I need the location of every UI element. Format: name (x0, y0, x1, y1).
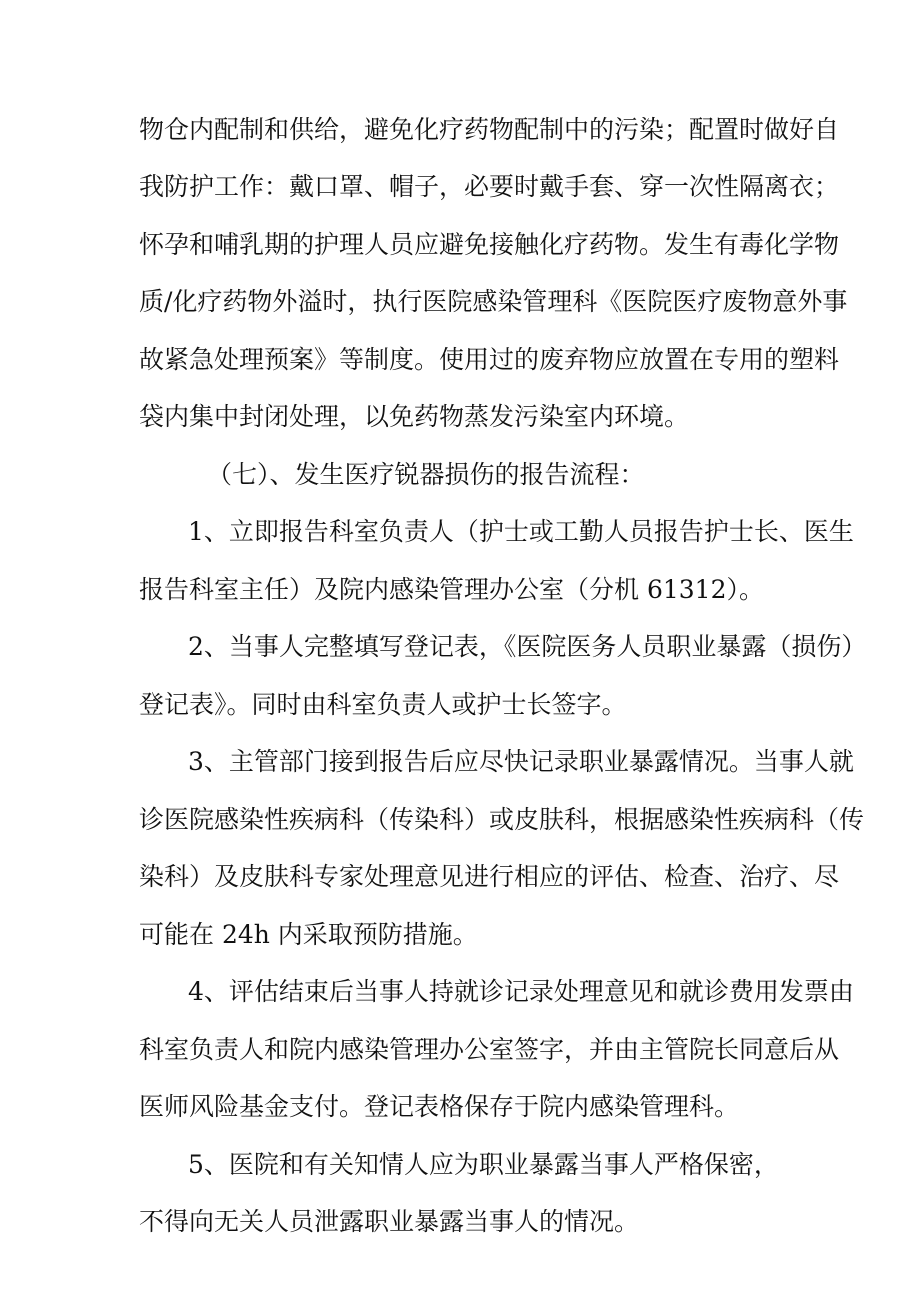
item-1-line-2: 报告科室主任）及院内感染管理办公室（分机 61312）。 (139, 575, 764, 604)
paragraph-line-1: 物仓内配制和供给，避免化疗药物配制中的污染；配置时做好自 (139, 115, 840, 144)
item-5-line-2: 不得向无关人员泄露职业暴露当事人的情况。 (139, 1207, 640, 1236)
paragraph-line-6: 袋内集中封闭处理，以免药物蒸发污染室内环境。 (139, 402, 690, 431)
item-4-line-3: 医师风险基金支付。登记表格保存于院内感染管理科。 (139, 1092, 740, 1121)
paragraph-line-3: 怀孕和哺乳期的护理人员应避免接触化疗药物。发生有毒化学物 (139, 230, 840, 259)
item-3-line-3: 染科）及皮肤科专家处理意见进行相应的评估、检查、治疗、尽 (139, 862, 840, 891)
item-4-line-2: 科室负责人和院内感染管理办公室签字，并由主管院长同意后从 (139, 1035, 840, 1064)
item-2-line-2: 登记表》。同时由科室负责人或护士长签字。 (139, 690, 627, 719)
item-3-line-4: 可能在 24h 内采取预防措施。 (139, 920, 478, 949)
item-1-line-1: 1、立即报告科室负责人（护士或工勤人员报告护士长、医生 (188, 517, 854, 546)
item-5-line-1: 5、医院和有关知情人应为职业暴露当事人严格保密， (188, 1150, 779, 1179)
section-heading-7: （七）、发生医疗锐器损伤的报告流程： (207, 460, 645, 489)
item-3-line-2: 诊医院感染性疾病科（传染科）或皮肤科，根据感染性疾病科（传 (139, 805, 865, 834)
item-4-line-1: 4、评估结束后当事人持就诊记录处理意见和就诊费用发票由 (188, 977, 854, 1006)
paragraph-line-4: 质/化疗药物外溢时，执行医院感染管理科《医院医疗废物意外事 (139, 287, 848, 316)
item-3-line-1: 3、主管部门接到报告后应尽快记录职业暴露情况。当事人就 (188, 747, 854, 776)
item-2-line-1: 2、当事人完整填写登记表，《医院医务人员职业暴露（损伤） (188, 632, 867, 661)
paragraph-line-2: 我防护工作：戴口罩、帽子，必要时戴手套、穿一次性隔离衣； (139, 172, 840, 201)
paragraph-line-5: 故紧急处理预案》等制度。使用过的废弃物应放置在专用的塑料 (139, 345, 840, 374)
